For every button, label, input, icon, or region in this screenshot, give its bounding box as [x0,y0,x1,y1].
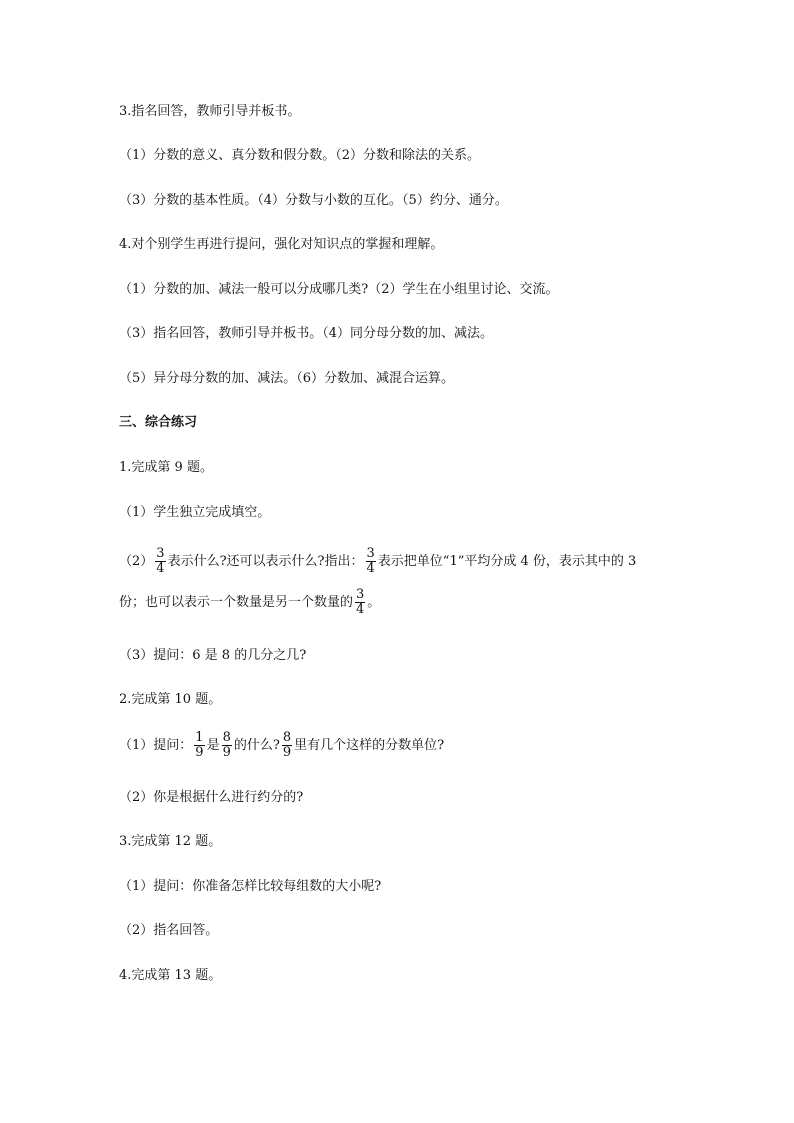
paragraph-line: （2）你是根据什么进行约分的? [119,790,304,805]
paragraph-line: （1）分数的加、减法一般可以分成哪几类?（2）学生在小组里讨论、交流。 [119,282,559,297]
fraction-denominator: 9 [282,745,292,760]
fraction-numerator: 8 [222,730,231,745]
fraction-three-quarters [155,547,165,576]
paragraph-line: （1）学生独立完成填空。 [119,505,271,520]
text-segment: （2） [119,554,154,569]
fraction-three-quarters [355,588,365,617]
paragraph-line: （3）指名回答，教师引导并板书。（4）同分母分数的加、减法。 [119,326,494,341]
text-segment: 是 [206,738,220,753]
fraction-denominator: 4 [366,561,375,576]
paragraph-line: （5）异分母分数的加、减法。（6）分数加、减混合运算。 [119,371,455,386]
paragraph-line: （2）指名回答。 [119,923,219,938]
paragraph-line-with-fractions [119,584,675,622]
fraction-numerator: 8 [282,730,292,745]
fraction-denominator: 9 [222,745,231,760]
paragraph-line-with-fractions [119,543,675,581]
text-segment: 表示什么?还可以表示什么?指出： [167,554,364,569]
paragraph-line: （1）分数的意义、真分数和假分数。（2）分数和除法的关系。 [119,148,481,163]
fraction-one-ninth [194,731,204,760]
paragraph-line: （1）提问：你准备怎样比较每组数的大小呢? [119,879,382,894]
text-segment: 表示把单位“1”平均分成 4 份，表示其中的 3 [377,554,637,569]
fraction-three-quarters [366,547,376,576]
paragraph-line: 3.指名回答，教师引导并板书。 [119,104,301,119]
fraction-denominator: 9 [195,745,204,760]
paragraph-line: （3）提问：6 是 8 的几分之几? [119,648,307,663]
text-segment: （1）提问： [119,738,193,753]
section-heading: 三、综合练习 [119,415,198,430]
fraction-numerator: 3 [366,546,375,561]
paragraph-line: 3.完成第 12 题。 [119,834,222,849]
paragraph-line: 4.对个别学生再进行提问，强化对知识点的掌握和理解。 [119,237,444,252]
fraction-numerator: 1 [195,730,204,745]
paragraph-line: 4.完成第 13 题。 [119,968,222,983]
paragraph-line: 2.完成第 10 题。 [119,692,222,707]
fraction-eight-ninths [222,731,232,760]
paragraph-line: 1.完成第 9 题。 [119,460,213,475]
fraction-denominator: 4 [156,561,165,576]
text-segment: 份；也可以表示一个数量是另一个数量的 [119,595,354,610]
text-segment: 的什么? [233,738,280,753]
fraction-eight-ninths [282,731,292,760]
paragraph-line-with-fractions [119,727,675,765]
paragraph-line: （3）分数的基本性质。（4）分数与小数的互化。（5）约分、通分。 [119,193,508,208]
fraction-numerator: 3 [356,587,365,602]
fraction-denominator: 4 [356,602,365,617]
text-segment: 。 [367,595,381,610]
text-segment: 里有几个这样的分数单位? [294,738,445,753]
fraction-numerator: 3 [156,546,165,561]
